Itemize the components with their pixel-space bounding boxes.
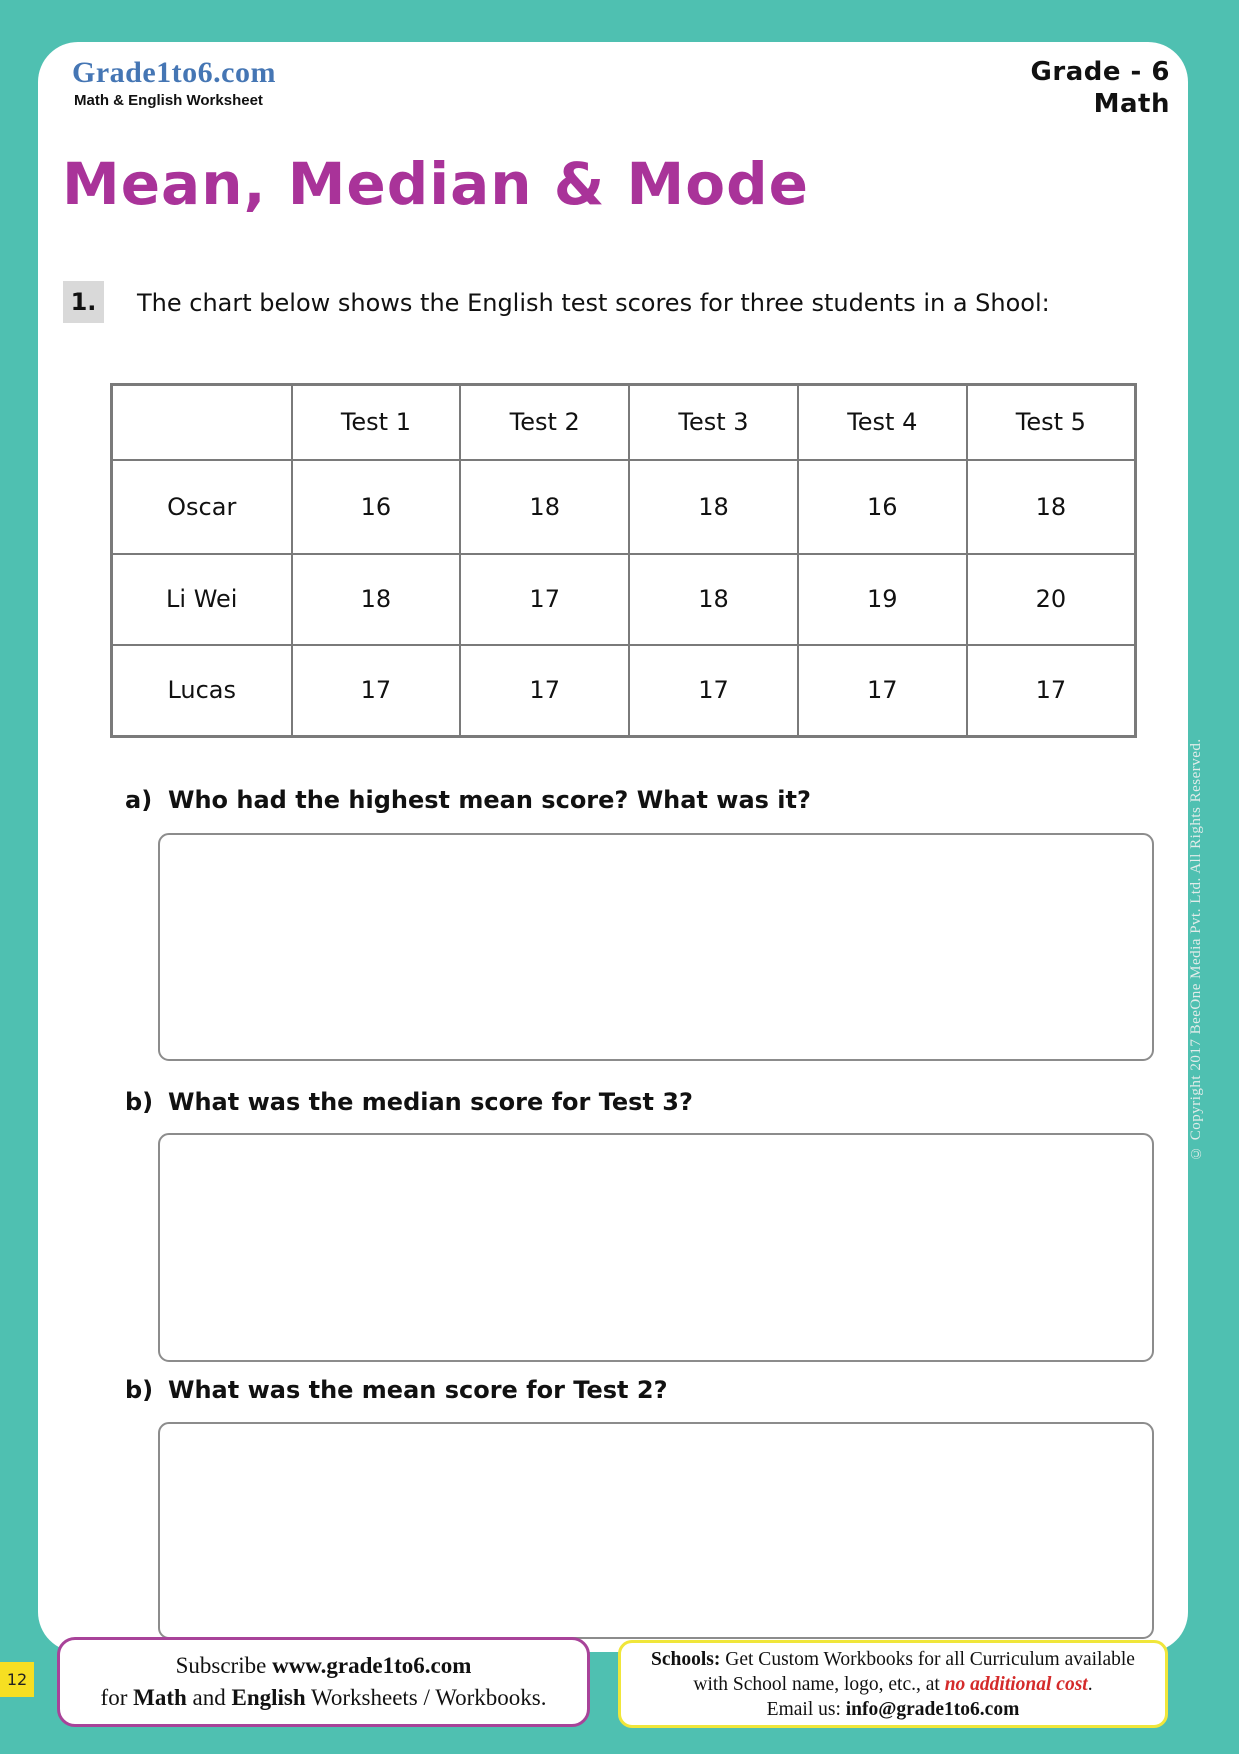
score-cell: 17 [798, 645, 967, 737]
score-cell: 17 [460, 554, 629, 645]
score-cell: 19 [798, 554, 967, 645]
answer-box-b-median[interactable] [158, 1133, 1154, 1362]
table-row [112, 460, 1136, 554]
table-header-cell: Test 3 [629, 385, 798, 460]
score-cell: 16 [798, 460, 967, 554]
schools-line2-pre: with School name, logo, etc., at [693, 1673, 945, 1695]
score-cell: 17 [460, 645, 629, 737]
table-header-cell: Test 1 [292, 385, 461, 460]
subscribe-url[interactable]: www.grade1to6.com [272, 1653, 472, 1678]
subquestion-a-label: a) [125, 786, 153, 814]
subscribe-math: Math [133, 1685, 187, 1710]
schools-line2 [621, 1672, 1165, 1697]
subquestion-b-median-label: b) [125, 1088, 154, 1116]
subscribe-word: Subscribe [175, 1653, 273, 1678]
subquestion-a [125, 786, 811, 814]
answer-box-b-mean[interactable] [158, 1422, 1154, 1639]
page-number-badge: 12 [0, 1662, 34, 1697]
student-name-cell: Lucas [112, 645, 292, 737]
score-cell: 17 [629, 645, 798, 737]
schools-email[interactable]: info@grade1to6.com [845, 1698, 1020, 1720]
table-header-cell: Test 2 [460, 385, 629, 460]
subquestion-b-mean [125, 1376, 668, 1404]
table-corner-cell [112, 385, 292, 460]
table-header-cell: Test 5 [967, 385, 1136, 460]
subscribe-line2 [60, 1682, 587, 1714]
student-name-cell: Li Wei [112, 554, 292, 645]
score-cell: 18 [967, 460, 1136, 554]
subscribe-for: for [100, 1685, 134, 1710]
schools-line2-period: . [1087, 1673, 1093, 1695]
site-tagline: Math & English Worksheet [74, 92, 263, 109]
table-header-cell: Test 4 [798, 385, 967, 460]
table-row [112, 554, 1136, 645]
schools-footer-box [618, 1640, 1168, 1728]
subquestion-a-text: Who had the highest mean score? What was it? [168, 786, 811, 814]
table-header-row [112, 385, 1136, 460]
schools-line1-text: Get Custom Workbooks for all Curriculum available [720, 1648, 1135, 1670]
scores-table [110, 383, 1137, 738]
page-title: Mean, Median & Mode [62, 150, 809, 218]
grade-label: Grade - 6 [1030, 57, 1170, 87]
answer-box-a[interactable] [158, 833, 1154, 1061]
subquestion-b-mean-text: What was the mean score for Test 2? [168, 1376, 668, 1404]
subscribe-and: and [186, 1685, 232, 1710]
schools-line3 [621, 1697, 1165, 1722]
subquestion-b-median [125, 1088, 693, 1116]
subscribe-line1 [60, 1650, 587, 1682]
schools-line1 [621, 1647, 1165, 1672]
score-cell: 18 [629, 554, 798, 645]
score-cell: 17 [967, 645, 1136, 737]
grade-subject-block [1031, 56, 1170, 120]
score-cell: 16 [292, 460, 461, 554]
student-name-cell: Oscar [112, 460, 292, 554]
score-cell: 17 [292, 645, 461, 737]
question-text: The chart below shows the English test scores for three students in a Shool: [137, 289, 1050, 317]
question-number-box: 1. [63, 281, 104, 323]
copyright-vertical-text: © Copyright 2017 BeeOne Media Pvt. Ltd. All Rights Reserved. [1188, 738, 1204, 1162]
schools-email-label: Email us: [766, 1698, 846, 1720]
site-logo: Grade1to6.com [72, 56, 276, 89]
score-cell: 20 [967, 554, 1136, 645]
schools-label: Schools: [651, 1648, 721, 1670]
schools-no-cost-highlight: no additional cost [944, 1673, 1088, 1695]
subscribe-tail: Worksheets / Workbooks. [305, 1685, 547, 1710]
score-cell: 18 [292, 554, 461, 645]
subject-label: Math [1093, 89, 1170, 119]
table-row [112, 645, 1136, 737]
subquestion-b-median-text: What was the median score for Test 3? [168, 1088, 693, 1116]
subquestion-b-mean-label: b) [125, 1376, 154, 1404]
score-cell: 18 [629, 460, 798, 554]
subscribe-english: English [231, 1685, 306, 1710]
score-cell: 18 [460, 460, 629, 554]
subscribe-footer-box [57, 1637, 590, 1727]
